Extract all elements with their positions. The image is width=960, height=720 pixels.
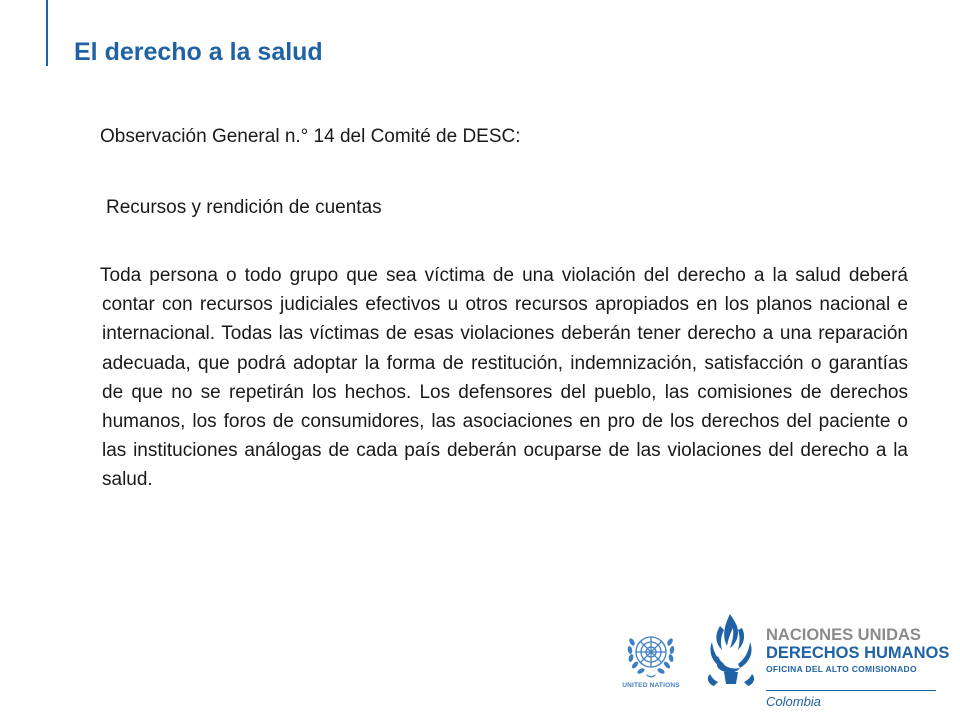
ohchr-line-naciones-unidas: NACIONES UNIDAS — [766, 626, 921, 644]
slide-subtitle: Observación General n.° 14 del Comité de DESC: — [100, 126, 521, 147]
flame-hand-icon — [700, 612, 762, 692]
un-emblem-icon — [624, 628, 678, 680]
ohchr-divider — [766, 690, 936, 691]
ohchr-line-oficina: OFICINA DEL ALTO COMISIONADO — [766, 664, 917, 674]
title-accent-bar — [46, 0, 48, 66]
ohchr-logo — [700, 612, 950, 716]
un-logo — [620, 628, 682, 694]
ohchr-country: Colombia — [766, 694, 821, 709]
slide-title: El derecho a la salud — [74, 38, 323, 66]
ohchr-line-derechos-humanos: DERECHOS HUMANOS — [766, 644, 950, 662]
body-paragraph: Toda persona o todo grupo que sea víctima de una violación del derecho a la salud deberá contar con recursos judiciales efectivos u otros recursos apropiados en los planos nacional e internacional. Todas las víctimas de esas violaciones deberán tener derecho a una reparación adecuada, que podrá adoptar la forma de restitución, indemnización, satisfacción o garantías de que no se repetirán los hechos. Los defensores del pueblo, las comisiones de derechos humanos, los foros de consumidores, las asociaciones en pro de los derechos del paciente o las instituciones análogas de cada país deberán ocuparse de las violaciones del derecho a la salud. — [100, 265, 908, 491]
un-logo-label: UNITED NATIONS — [622, 682, 680, 689]
section-heading: Recursos y rendición de cuentas — [106, 197, 382, 218]
ohchr-wordmark — [766, 626, 950, 676]
